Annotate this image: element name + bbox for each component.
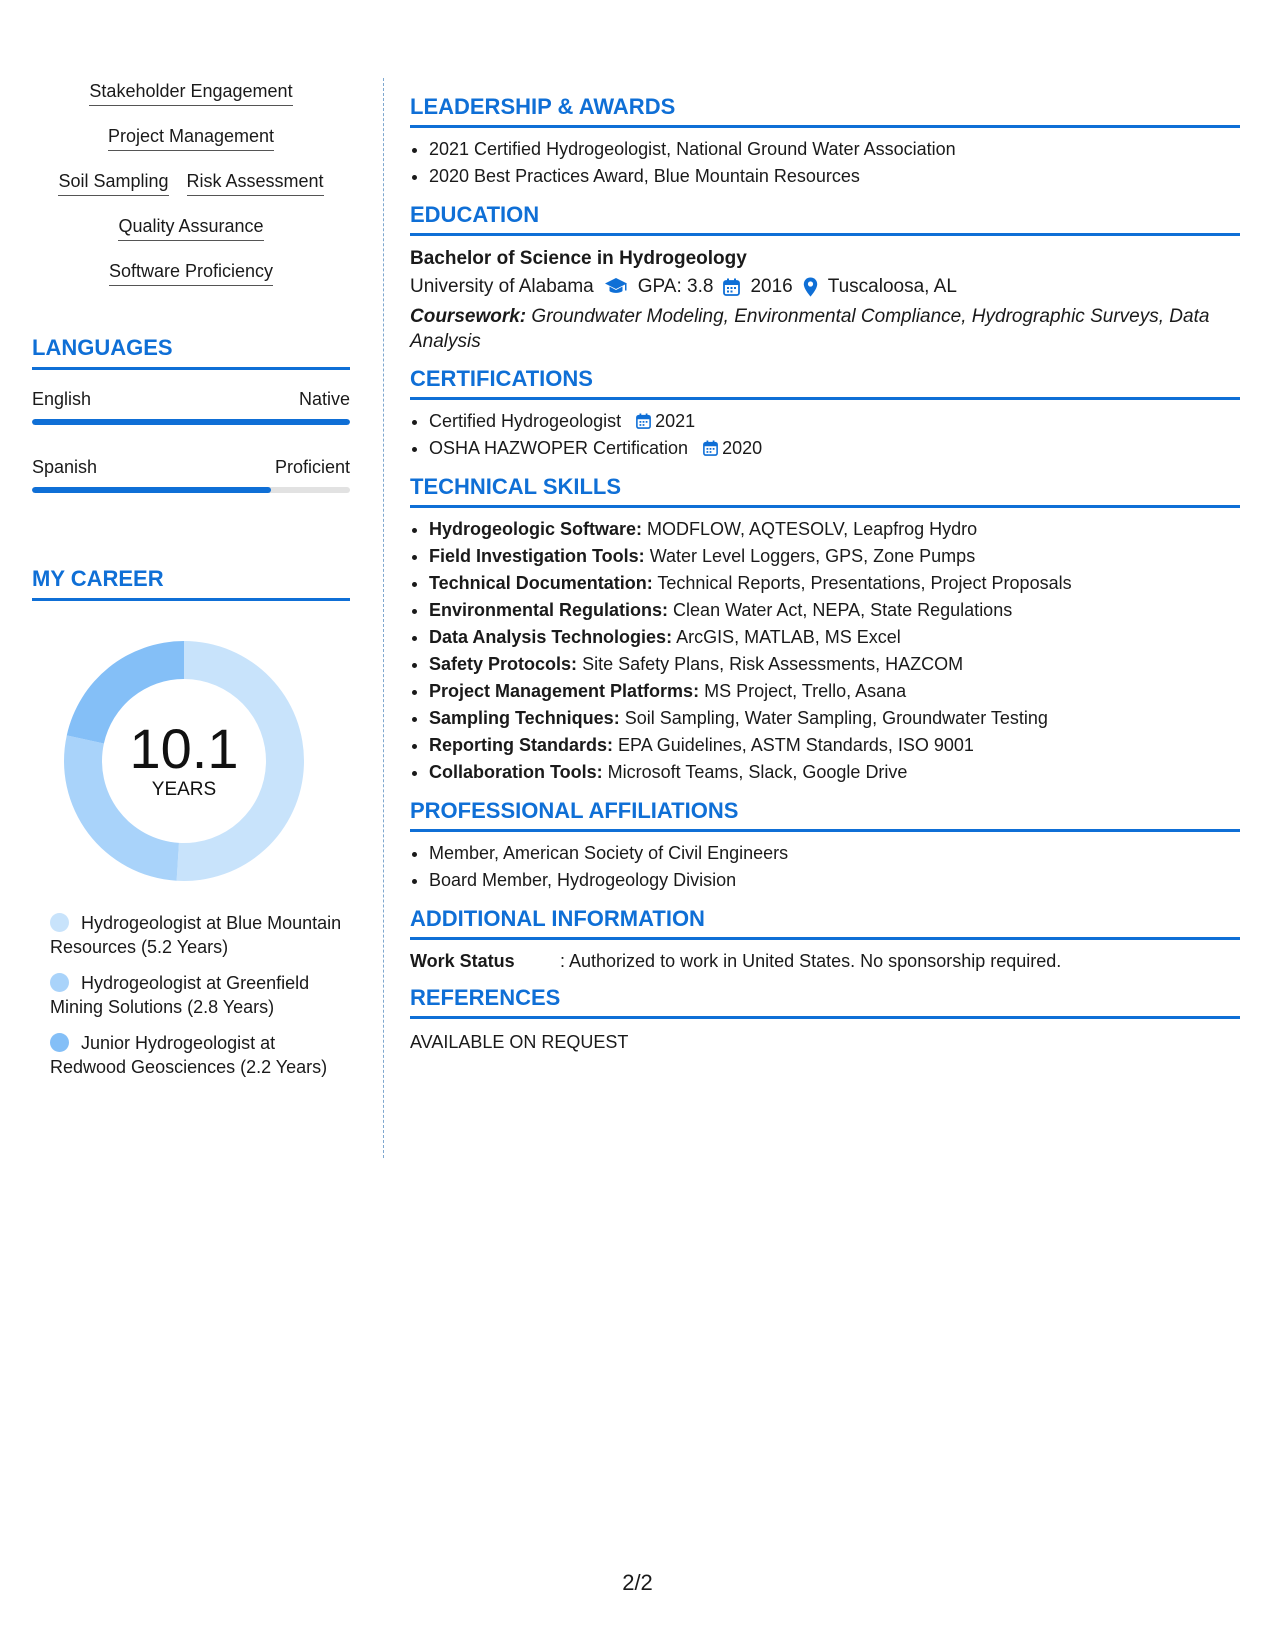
- skill-tag: Risk Assessment: [187, 170, 324, 196]
- certifications-section: [410, 366, 1240, 462]
- list-item: [429, 759, 1240, 786]
- skill-row: [32, 215, 350, 241]
- left-column: [32, 80, 350, 1091]
- skill-tag: Project Management: [108, 125, 274, 151]
- list-item: [429, 624, 1240, 651]
- coursework-label: Coursework:: [410, 306, 527, 327]
- technical-skills-section: [410, 474, 1240, 786]
- work-status-value: : Authorized to work in United States. No sponsorship required.: [560, 951, 1062, 971]
- education-section: [410, 202, 1240, 354]
- skill-label: Safety Protocols:: [429, 654, 578, 674]
- skill-tag: Stakeholder Engagement: [89, 80, 292, 106]
- list-item: [429, 651, 1240, 678]
- location: Tuscaloosa, AL: [827, 276, 957, 297]
- languages-section: [32, 335, 350, 493]
- skill-row: [32, 170, 350, 196]
- references-title: REFERENCES: [410, 985, 1240, 1019]
- list-item: • 2020 Best Practices Award, Blue Mountain Resources: [429, 163, 1240, 190]
- language-name: English: [32, 389, 92, 409]
- language-level: Proficient: [274, 457, 350, 477]
- list-item: [429, 678, 1240, 705]
- donut-center: [64, 719, 304, 801]
- skill-tag: Quality Assurance: [118, 215, 263, 241]
- skill-tag: Software Proficiency: [109, 260, 273, 286]
- degree: Bachelor of Science in Hydrogeology: [410, 248, 747, 269]
- skill-row: [32, 260, 350, 286]
- skill-label: Environmental Regulations:: [429, 600, 669, 620]
- education-title: EDUCATION: [410, 202, 1240, 236]
- additional-info-section: [410, 906, 1240, 973]
- skill-text: MS Project, Trello, Asana: [704, 681, 907, 701]
- career-title: MY CAREER: [32, 566, 350, 601]
- legend-dot: [50, 973, 69, 992]
- legend-item: [50, 971, 350, 1019]
- list-item: [429, 732, 1240, 759]
- gpa: GPA: 3.8: [637, 276, 714, 297]
- skill-label: Data Analysis Technologies:: [429, 627, 673, 647]
- graduation-cap-icon: [604, 277, 628, 297]
- list-item: [429, 543, 1240, 570]
- career-section: [32, 566, 350, 1079]
- skill-text: Technical Reports, Presentations, Project Proposals: [657, 573, 1072, 593]
- career-legend: [50, 911, 350, 1079]
- skill-row: [32, 80, 350, 106]
- legend-label: Hydrogeologist at Blue Mountain Resources (5.2 Years): [50, 913, 342, 957]
- language-name: Spanish: [32, 457, 98, 477]
- skills-tags: [32, 80, 350, 286]
- skill-tag: Soil Sampling: [58, 170, 168, 196]
- certification-name: Certified Hydrogeologist: [429, 411, 622, 431]
- skill-row: [32, 125, 350, 151]
- list-item: [429, 570, 1240, 597]
- leadership-title: LEADERSHIP & AWARDS: [410, 94, 1240, 128]
- career-total-years: 10.1: [129, 717, 239, 780]
- languages-title: LANGUAGES: [32, 335, 350, 370]
- technical-skills-title: TECHNICAL SKILLS: [410, 474, 1240, 508]
- certification-year: 2021: [655, 411, 696, 431]
- skill-text: ArcGIS, MATLAB, MS Excel: [676, 627, 901, 647]
- skill-text: Microsoft Teams, Slack, Google Drive: [607, 762, 908, 782]
- skill-text: Clean Water Act, NEPA, State Regulations: [673, 600, 1013, 620]
- list-item: [429, 516, 1240, 543]
- career-donut-chart: [64, 641, 304, 881]
- skill-label: Sampling Techniques:: [429, 708, 620, 728]
- calendar-icon: [636, 413, 651, 429]
- skill-text: Water Level Loggers, GPS, Zone Pumps: [649, 546, 976, 566]
- references-text: AVAILABLE ON REQUEST: [410, 1032, 629, 1052]
- additional-info-title: ADDITIONAL INFORMATION: [410, 906, 1240, 940]
- certification-name: OSHA HAZWOPER Certification: [429, 438, 689, 458]
- legend-dot: [50, 1033, 69, 1052]
- career-total-unit: YEARS: [151, 779, 217, 800]
- education-details: [410, 272, 1240, 302]
- calendar-icon: [703, 440, 718, 456]
- list-item: • Member, American Society of Civil Engineers: [429, 840, 1240, 867]
- list-item: • 2021 Certified Hydrogeologist, National Ground Water Association: [429, 136, 1240, 163]
- list-item: [429, 435, 1240, 462]
- location-pin-icon: [803, 277, 818, 297]
- calendar-icon: [723, 278, 740, 296]
- certifications-title: CERTIFICATIONS: [410, 366, 1240, 400]
- affiliations-title: PROFESSIONAL AFFILIATIONS: [410, 798, 1240, 832]
- list-item: • Board Member, Hydrogeology Division: [429, 867, 1240, 894]
- skill-label: Hydrogeologic Software:: [429, 519, 643, 539]
- references-section: [410, 985, 1240, 1054]
- legend-item: [50, 1031, 350, 1079]
- language-bar-fill: [32, 419, 350, 425]
- skill-label: Field Investigation Tools:: [429, 546, 645, 566]
- skill-label: Technical Documentation:: [429, 573, 653, 593]
- language-level: Native: [298, 389, 350, 409]
- coursework-text: Groundwater Modeling, Environmental Compliance, Hydrographic Surveys, Data Analysis: [410, 306, 1210, 352]
- language-bar: [32, 487, 350, 493]
- coursework: [410, 304, 1240, 354]
- leadership-section: [410, 94, 1240, 190]
- right-column: [410, 94, 1240, 1066]
- list-item: [429, 408, 1240, 435]
- certification-year: 2020: [722, 438, 763, 458]
- language-item: [32, 388, 350, 425]
- language-bar: [32, 419, 350, 425]
- school: University of Alabama: [410, 276, 594, 297]
- skill-text: EPA Guidelines, ASTM Standards, ISO 9001: [618, 735, 974, 755]
- skill-text: Site Safety Plans, Risk Assessments, HAZCOM: [582, 654, 964, 674]
- skill-text: MODFLOW, AQTESOLV, Leapfrog Hydro: [647, 519, 978, 539]
- affiliations-section: [410, 798, 1240, 894]
- skill-label: Reporting Standards:: [429, 735, 614, 755]
- graduation-year: 2016: [750, 276, 793, 297]
- work-status-row: [410, 949, 1240, 973]
- legend-item: [50, 911, 350, 959]
- skill-label: Collaboration Tools:: [429, 762, 603, 782]
- language-bar-fill: [32, 487, 271, 493]
- legend-label: Junior Hydrogeologist at Redwood Geosciences (2.2 Years): [50, 1033, 328, 1077]
- legend-dot: [50, 913, 69, 932]
- work-status-label: Work Status: [410, 951, 515, 971]
- page-number: 2/2: [622, 1570, 653, 1595]
- column-divider: [383, 78, 384, 1158]
- skill-text: Soil Sampling, Water Sampling, Groundwater Testing: [624, 708, 1048, 728]
- list-item: [429, 597, 1240, 624]
- legend-label: Hydrogeologist at Greenfield Mining Solutions (2.8 Years): [50, 973, 310, 1017]
- list-item: [429, 705, 1240, 732]
- language-item: [32, 456, 350, 493]
- skill-label: Project Management Platforms:: [429, 681, 700, 701]
